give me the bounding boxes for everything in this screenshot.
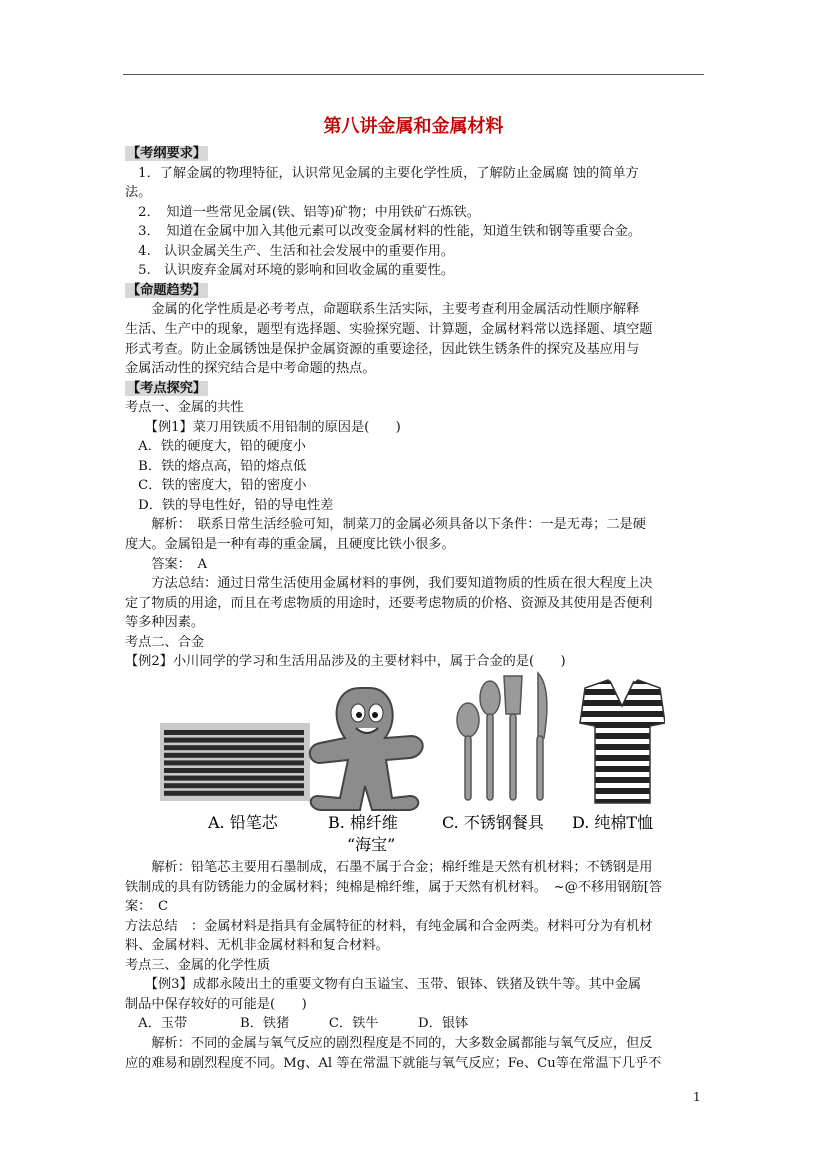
line-text: 等多种因素。 <box>125 615 205 631</box>
text-line <box>125 399 244 417</box>
line-text: 解析： 联系日常生活经验可知，制菜刀的金属必须具备以下条件：一是无毒；二是硬 <box>125 517 646 533</box>
line-text: C．铁的密度大，铅的密度小 <box>125 478 307 494</box>
line-text: A．铁的硬度大，铅的硬度小 <box>125 439 306 455</box>
line-text: 2． 知道一些常见金属(铁、铝等)矿物；中用铁矿石炼铁。 <box>125 204 480 220</box>
line-text: 金属活动性的探究结合是中考命题的热点。 <box>125 361 376 377</box>
text-line <box>125 282 208 300</box>
text-line <box>125 918 653 936</box>
line-text: 考点二、合金 <box>125 634 205 650</box>
text-line <box>125 575 653 593</box>
text-line <box>125 184 151 202</box>
section-tag: 【命题趋势】 <box>127 282 207 298</box>
line-text: 3． 知道在金属中加入其他元素可以改变金属材料的性能，知道生铁和钢等重要合金。 <box>125 224 642 240</box>
line-text: 生活、生产中的现象，题型有选择题、实验探究题、计算题，金属材料常以选择题、填空题 <box>125 321 653 337</box>
line-text: 度大。金属铅是一种有毒的重金属，且硬度比铁小很多。 <box>125 537 455 552</box>
text-line <box>125 634 204 652</box>
text-line <box>125 360 376 378</box>
line-text: 制品中保存较好的可能是( ) <box>125 996 307 1012</box>
line-text: 答案： A <box>125 556 208 572</box>
text-line <box>125 1015 468 1033</box>
text-line <box>125 556 207 574</box>
page-title: 第八讲金属和金属材料 <box>323 116 504 137</box>
text-line <box>125 536 455 554</box>
line-text: 4. 认识金属关生产、生活和社会发展中的重要作用。 <box>125 243 455 259</box>
line-text: 解析：不同的金属与氧气反应的剧烈程度是不同的，大多数金属都能与氧气反应，但反 <box>125 1035 653 1051</box>
text-line <box>125 614 204 632</box>
striped-tshirt-image <box>575 678 665 805</box>
haibao-mascot-image <box>310 688 423 810</box>
line-text: B．铁的熔点高，铅的熔点低 <box>125 458 307 474</box>
text-line <box>125 204 480 222</box>
example2-figure <box>160 668 665 868</box>
line-text: 方法总结：通过日常生活使用金属材料的事例，我们要知道物质的性质在很大程度上决 <box>125 576 653 592</box>
text-line <box>125 937 389 955</box>
text-line <box>125 957 270 975</box>
line-text: 铁制成的具有防锈能力的金属材料；纯棉是棉纤维，属于天然有机材料。 ~@不移用钢筋[答 <box>125 879 663 895</box>
line-text: 案： C <box>125 899 169 915</box>
line-text: 考点三、金属的化学性质 <box>125 957 271 973</box>
section-tag: 【考点探究】 <box>127 380 207 396</box>
text-line <box>125 380 208 398</box>
line-text: 定了物质的用途，而且在考虑物质的用途时，还要考虑物质的价格、资源及其使用是否便利 <box>125 595 653 611</box>
text-line <box>125 321 653 339</box>
text-line <box>125 145 208 163</box>
text-line <box>125 458 306 476</box>
pencil-lead-image <box>160 723 310 801</box>
text-line <box>125 898 168 916</box>
text-line <box>125 223 641 241</box>
line-text: 【例3】成都永陵出土的重要文物有白玉谥宝、玉带、银钵、铁猪及铁牛等。其中金属 <box>125 977 642 993</box>
caption-a: A. 铅笔芯 <box>208 813 278 832</box>
text-line <box>125 419 401 437</box>
cutlery-image <box>457 673 547 800</box>
text-line <box>125 341 639 359</box>
line-text: 5. 认识废弃金属对环境的影响和回收金属的重要性。 <box>125 263 455 279</box>
line-text: 金属的化学性质是必考考点，命题联系生活实际，主要考查利用金属活动性顺序解释 <box>125 302 640 318</box>
text-line <box>125 996 307 1014</box>
text-line <box>125 1055 661 1073</box>
text-line <box>125 516 646 534</box>
text-line <box>125 497 333 515</box>
text-line <box>125 438 306 456</box>
line-text: 应的难易和剧烈程度不同。Mg、Al 等在常温下就能与氧气反应；Fe、Cu等在常温下几乎不 <box>125 1055 662 1071</box>
caption-c: C. 不锈钢餐具 <box>442 813 544 832</box>
line-text: 解析：铅笔芯主要用石墨制成，石墨不属于合金；棉纤维是天然有机材料；不锈钢是用 <box>125 860 653 875</box>
line-text: 【例2】小川同学的学习和生活用品涉及的主要材料中，属于合金的是( ) <box>125 654 566 670</box>
text-line <box>125 879 662 897</box>
line-text: 形式考查。防止金属锈蚀是保护金属资源的重要途径，因此铁生锈条件的探究及基应用与 <box>125 341 640 357</box>
text-line <box>125 262 454 280</box>
text-line <box>125 301 639 319</box>
line-text: 1．了解金属的物理特征，认识常见金属的主要化学性质，了解防止金属腐 蚀的简单方 <box>125 165 639 181</box>
line-text: D．铁的导电性好，铅的导电性差 <box>125 497 334 513</box>
page-number: 1 <box>693 1090 701 1104</box>
line-text: A．玉带 B．铁猪 C．铁牛 D．银钵 <box>125 1016 469 1032</box>
line-text: 方法总结 ：金属材料是指具有金属特征的材料，有纯金属和合金两类。材料可分为有机材 <box>125 918 653 934</box>
line-text: 【例1】菜刀用铁质不用铅制的原因是( ) <box>125 419 401 435</box>
text-line <box>125 976 641 994</box>
text-line <box>125 165 639 183</box>
section-tag: 【考纲要求】 <box>127 146 207 161</box>
text-line <box>125 1035 653 1053</box>
text-line <box>125 243 454 261</box>
caption-b2: “海宝” <box>347 835 396 854</box>
text-line <box>125 595 653 613</box>
caption-b: B. 棉纤维 <box>328 813 398 832</box>
line-text: 法。 <box>125 185 152 201</box>
line-text: 考点一、金属的共性 <box>125 400 244 416</box>
header-rule <box>123 74 704 75</box>
line-text: 料、金属材料、无机非金属材料和复合材料。 <box>125 938 389 954</box>
text-line <box>125 477 307 495</box>
caption-d: D. 纯棉T恤 <box>572 813 654 832</box>
